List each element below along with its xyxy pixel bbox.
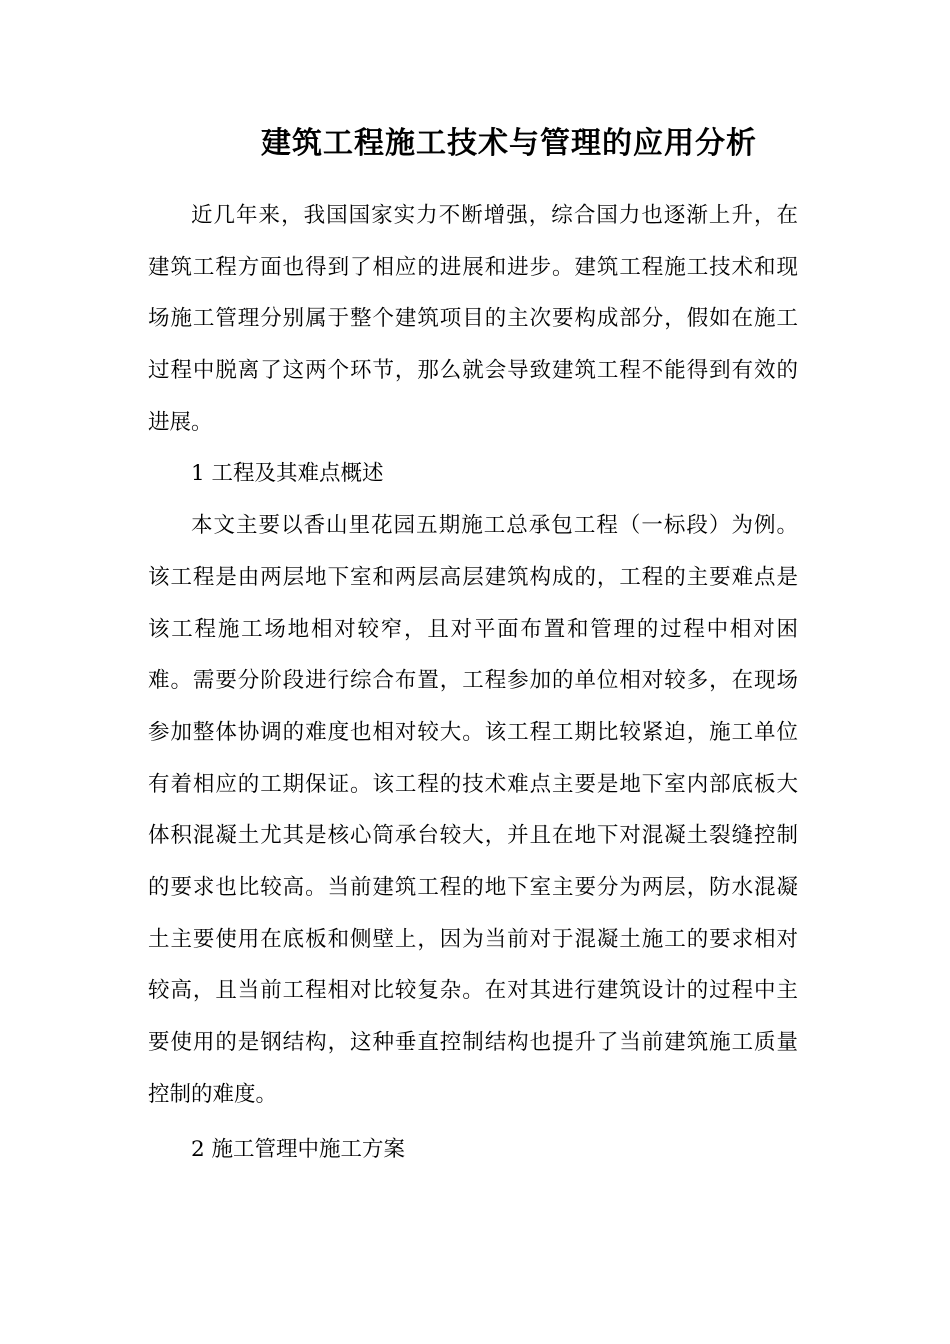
section-heading-1: 1 工程及其难点概述	[191, 461, 384, 487]
text-line: 体积混凝土尤其是核心筒承台较大，并且在地下对混凝土裂缝控制	[148, 823, 798, 849]
text-line: 难。需要分阶段进行综合布置，工程参加的单位相对较多，在现场	[148, 668, 798, 694]
paragraph-intro	[148, 190, 798, 448]
document-title: 建筑工程施工技术与管理的应用分析	[261, 126, 757, 161]
text-line: 该工程是由两层地下室和两层高层建筑构成的，工程的主要难点是	[148, 564, 798, 590]
text-line: 场施工管理分别属于整个建筑项目的主次要构成部分，假如在施工	[148, 306, 798, 332]
text-line: 较高，且当前工程相对比较复杂。在对其进行建筑设计的过程中主	[148, 978, 798, 1004]
text-line: 过程中脱离了这两个环节，那么就会导致建筑工程不能得到有效的	[148, 358, 798, 384]
text-line: 的要求也比较高。当前建筑工程的地下室主要分为两层，防水混凝	[148, 874, 798, 900]
text-line: 要使用的是钢结构，这种垂直控制结构也提升了当前建筑施工质量	[148, 1030, 798, 1055]
text-line: 近几年来，我国国家实力不断增强，综合国力也逐渐上升，在	[191, 203, 798, 228]
section-heading-2: 2 施工管理中施工方案	[191, 1137, 406, 1163]
text-line: 控制的难度。	[148, 1081, 278, 1107]
text-line: 有着相应的工期保证。该工程的技术难点主要是地下室内部底板大	[148, 771, 798, 797]
text-line: 土主要使用在底板和侧壁上，因为当前对于混凝土施工的要求相对	[148, 926, 798, 952]
text-line: 建筑工程方面也得到了相应的进展和进步。建筑工程施工技术和现	[148, 254, 798, 280]
text-line: 该工程施工场地相对较窄，且对平面布置和管理的过程中相对困	[148, 616, 798, 642]
document-body	[148, 190, 798, 1176]
paragraph-section-1	[148, 500, 798, 1120]
text-line: 进展。	[148, 409, 213, 435]
text-line: 参加整体协调的难度也相对较大。该工程工期比较紧迫，施工单位	[148, 719, 798, 745]
text-line: 本文主要以香山里花园五期施工总承包工程（一标段）为例。	[191, 513, 798, 539]
